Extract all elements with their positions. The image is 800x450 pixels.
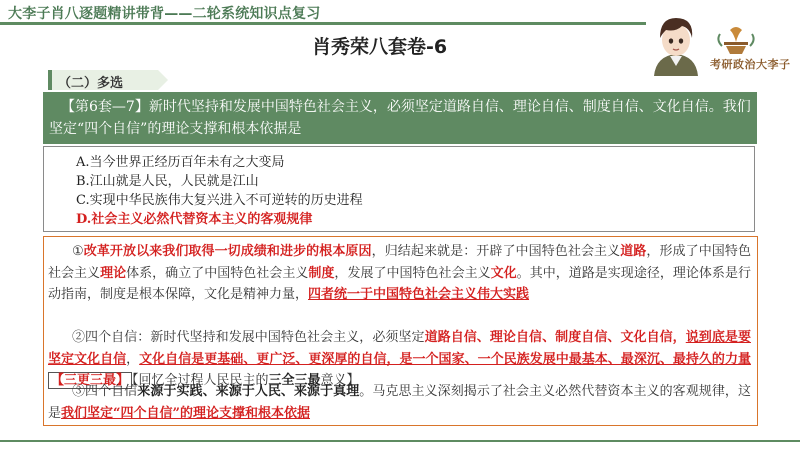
p3-text-1: 。马克思主义深刻揭示了社会主义必然代替资本主义的客观规律，这是 (48, 384, 751, 421)
question-text: 【第6套—7】新时代坚持和发展中国特色社会主义，必须坚定道路自信、理论自信、制度自信、文化自信。我们坚定“四个自信”的理论支撑和根本依据是 (49, 99, 751, 137)
series-title: 大李子肖八逐题精讲带背——二轮系统知识点复习 (8, 6, 321, 22)
bottom-rule (0, 440, 800, 442)
p2-four-confidences: 道路自信、理论自信、制度自信、文化自信， (424, 330, 686, 345)
p1-root-cause: 改革开放以来我们取得一切成绩和进步的根本原因 (83, 244, 372, 259)
p2-lead: ②四个自信：新时代坚持和发展中国特色社会主义，必须坚定 (72, 330, 425, 345)
p3-lead: ③四个自信 (72, 384, 138, 399)
p2-cultural-detail: 文化自信是更基础、更广泛、更深厚的自信，是一个国家、一个民族发展中最基本、最深沉、最持久的力量 (139, 351, 751, 367)
title-rule (0, 22, 648, 25)
p1-text-3: 体系，确立了中国特色社会主义 (126, 265, 309, 281)
p3-conclusion: 我们坚定“四个自信”的理论支撑和根本依据 (61, 405, 310, 421)
p1-unity-statement: 四者统一于中国特色社会主义伟大实践 (308, 287, 530, 302)
option-c: C.实现中华民族伟大复兴进入不可逆转的历史进程 (76, 193, 363, 208)
brand-logo-text: 考研政治大李子 (710, 58, 791, 71)
analysis-box (43, 236, 758, 426)
options-box (43, 146, 755, 232)
option-b: B.江山就是人民，人民就是江山 (76, 174, 259, 189)
p2-cultural-confidence: 说到底是要坚定文化自信 (48, 330, 751, 367)
p1-lead: ① (72, 244, 84, 259)
option-d-correct: D.社会主义必然代替资本主义的客观规律 (76, 212, 313, 227)
page-title: 肖秀荣八套卷-6 (312, 36, 448, 58)
p1-text-4: ，发展了中国特色社会主义 (334, 265, 491, 281)
p2-text-2: 【回忆全过程人民民主的 (132, 373, 269, 388)
option-a: A.当今世界正经历百年未有之大变局 (76, 155, 285, 170)
p2-three-more-three-most: 【三更三最】 (48, 372, 132, 389)
portrait-illustration (646, 10, 706, 76)
p1-keyword-road: 道路 (620, 244, 647, 259)
question-box (43, 92, 757, 144)
p2-text-1: ， (126, 351, 140, 367)
section-label: （二）多选 (58, 76, 124, 91)
p1-text-2: ，形成了中国特色社会主义 (48, 244, 751, 281)
p1-keyword-theory: 理论 (100, 265, 127, 281)
section-header (48, 70, 168, 90)
p1-keyword-culture: 文化 (490, 265, 517, 281)
analysis-paragraph-3 (48, 381, 751, 424)
p2-three-all: 三全三最 (268, 373, 321, 388)
analysis-paragraph-1 (48, 241, 751, 306)
p2-text-3: 意义】 (320, 373, 360, 388)
p1-text-1: ，归结起来就是：开辟了中国特色社会主义 (371, 244, 621, 259)
p1-keyword-system: 制度 (308, 265, 335, 281)
p1-text-5: 。其中，道路是实现途径，理论体系是行动指南，制度是根本保障，文化是精神力量， (48, 265, 751, 302)
p3-sources: 来源于实践、来源于人民、来源于真理 (137, 384, 360, 399)
